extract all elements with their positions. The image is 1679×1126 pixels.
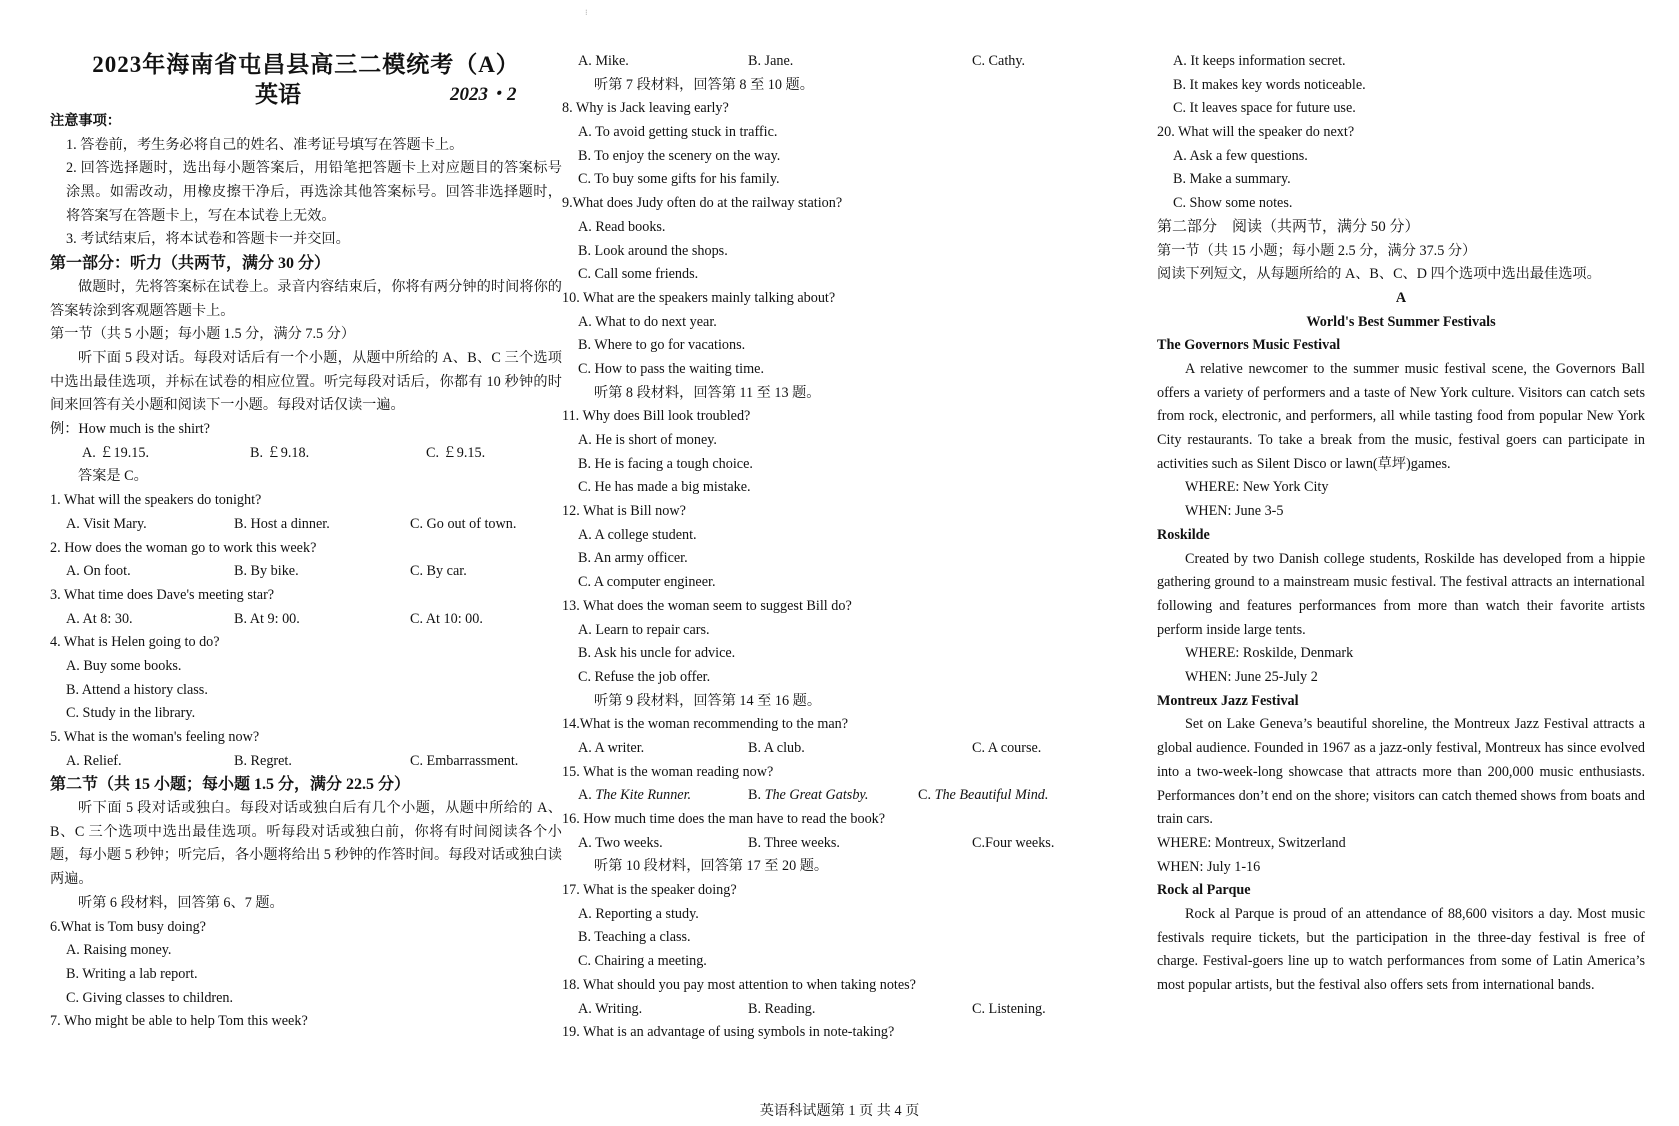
options-3 bbox=[50, 608, 562, 632]
options-14 bbox=[562, 737, 1072, 761]
material-7: 听第 7 段材料，回答第 8 至 10 题。 bbox=[594, 76, 814, 93]
question-4: 4. What is Helen going to do? bbox=[50, 634, 220, 651]
option: B. Three weeks. bbox=[748, 834, 840, 851]
festival-name: Roskilde bbox=[1157, 526, 1210, 543]
festival-body: Created by two Danish college students, Roskilde has developed from a hippie gathering ground to a mainstream music festival. The festival attracts an international following and features performances from more than watch their favorite artists perform inside large tents. bbox=[1157, 550, 1645, 638]
option-letter: A. bbox=[578, 787, 596, 804]
option: B. Teaching a class. bbox=[578, 929, 691, 946]
festival-name: The Governors Music Festival bbox=[1157, 337, 1341, 354]
note-item: 3. 考试结束后，将本试卷和答题卡一并交回。 bbox=[66, 231, 350, 248]
book-title: The Beautiful Mind. bbox=[934, 787, 1049, 804]
option: C. ￡9.15. bbox=[426, 444, 486, 461]
festival-where: WHERE: Roskilde, Denmark bbox=[1185, 645, 1354, 662]
option-letter: C. bbox=[918, 787, 935, 804]
option: B. Jane. bbox=[748, 53, 794, 69]
option: A. To avoid getting stuck in traffic. bbox=[578, 124, 778, 141]
option: B. ￡9.18. bbox=[250, 444, 310, 461]
passage-letter: A bbox=[1395, 289, 1407, 306]
festival-body: A relative newcomer to the summer music festival scene, the Governors Ball offers a variety of performers and a taste of New York culture. Visitors can catch sets from rock, electronic, and performers, all while tasting food from popular New York City restaurants. To take a break from the music, festival goers can participate in activities such as Silent Disco or lawn(草坪)games. bbox=[1157, 360, 1645, 472]
options-1 bbox=[50, 513, 562, 537]
festival-when: WHEN: June 3-5 bbox=[1185, 503, 1284, 520]
question-8: 8. Why is Jack leaving early? bbox=[562, 100, 729, 117]
subject-line bbox=[50, 80, 562, 110]
option: B. Regret. bbox=[234, 752, 292, 769]
question-18: 18. What should you pay most attention to when taking notes? bbox=[562, 976, 916, 993]
option: A. Mike. bbox=[578, 53, 629, 69]
options-7 bbox=[562, 50, 1072, 74]
option: A. What to do next year. bbox=[578, 313, 717, 330]
part2-sec1-heading: 第一节（共 15 小题；每小题 2.5 分，满分 37.5 分） bbox=[1157, 242, 1477, 259]
options-2 bbox=[50, 560, 562, 584]
option: C. Embarrassment. bbox=[410, 752, 519, 769]
option: A. At 8: 30. bbox=[66, 610, 133, 627]
option: A. Relief. bbox=[66, 752, 122, 769]
exam-date: 2023・2 bbox=[450, 84, 517, 105]
sec2-intro: 听下面 5 段对话或独白。每段对话或独白后有几个小题，从题中所给的 A、B、C 三个选项中选出最佳选项。听每段对话或独白前，你将有时间阅读各个小题，每小题 5 秒钟；听完后，各小题将给出 5 秒钟的作答时间。每段对话或独白读两遍。 bbox=[50, 800, 562, 888]
option: B. Reading. bbox=[748, 1000, 816, 1017]
question-1: 1. What will the speakers do tonight? bbox=[50, 492, 262, 509]
options-15 bbox=[562, 784, 1072, 808]
option: B. An army officer. bbox=[578, 550, 688, 567]
option: A. Writing. bbox=[578, 1000, 643, 1017]
book-title: The Great Gatsby. bbox=[764, 787, 869, 804]
option: B. A club. bbox=[748, 739, 805, 756]
option: A. On foot. bbox=[66, 563, 131, 580]
question-17: 17. What is the speaker doing? bbox=[562, 882, 737, 899]
option: B. To enjoy the scenery on the way. bbox=[578, 147, 781, 164]
question-10: 10. What are the speakers mainly talking about? bbox=[562, 289, 836, 306]
book-title: The Kite Runner. bbox=[595, 787, 692, 804]
option: C. Show some notes. bbox=[1173, 195, 1293, 212]
column-left bbox=[50, 50, 562, 1034]
options-5 bbox=[50, 750, 562, 774]
sec2-heading: 第二节（共 15 小题；每小题 1.5 分，满分 22.5 分） bbox=[50, 776, 411, 794]
option: C. Refuse the job offer. bbox=[578, 668, 711, 685]
question-9: 9.What does Judy often do at the railway station? bbox=[562, 195, 843, 212]
option: B. It makes key words noticeable. bbox=[1173, 76, 1366, 93]
option: C. Giving classes to children. bbox=[66, 989, 234, 1006]
option: C. Listening. bbox=[972, 1000, 1046, 1017]
option: C. Study in the library. bbox=[66, 705, 196, 722]
part2-intro: 阅读下列短文，从每题所给的 A、B、C、D 四个选项中选出最佳选项。 bbox=[1157, 266, 1601, 283]
question-19: 19. What is an advantage of using symbols in note-taking? bbox=[562, 1024, 895, 1041]
festival-name: Montreux Jazz Festival bbox=[1157, 692, 1299, 709]
option: C. Go out of town. bbox=[410, 515, 517, 532]
option: A. He is short of money. bbox=[578, 432, 717, 448]
option-letter: B. bbox=[748, 787, 765, 804]
option: C. To buy some gifts for his family. bbox=[578, 171, 780, 188]
material-9: 听第 9 段材料，回答第 14 至 16 题。 bbox=[594, 692, 822, 709]
option: A. Ask a few questions. bbox=[1173, 147, 1308, 164]
option: C. He has made a big mistake. bbox=[578, 479, 751, 496]
option: A. Raising money. bbox=[66, 942, 172, 959]
example-options bbox=[50, 442, 562, 466]
option: B. Make a summary. bbox=[1173, 171, 1291, 188]
options-18 bbox=[562, 998, 1072, 1022]
question-2: 2. How does the woman go to work this week? bbox=[50, 539, 317, 556]
column-middle bbox=[562, 50, 1072, 1045]
option: B. Look around the shops. bbox=[578, 242, 728, 259]
page-footer: 英语科试题第 1 页 共 4 页 bbox=[759, 1103, 920, 1119]
question-11: 11. Why does Bill look troubled? bbox=[562, 408, 751, 425]
part1-intro: 做题时，先将答案标在试卷上。录音内容结束后，你将有两分钟的时间将你的答案转涂到客观题答题卡上。 bbox=[50, 278, 562, 319]
option: A. Read books. bbox=[578, 218, 666, 235]
material-10: 听第 10 段材料，回答第 17 至 20 题。 bbox=[594, 858, 829, 875]
options-16 bbox=[562, 832, 1072, 856]
question-12: 12. What is Bill now? bbox=[562, 503, 686, 520]
subject-name: 英语 bbox=[255, 82, 301, 107]
option: A. It keeps information secret. bbox=[1173, 53, 1346, 69]
example-answer: 答案是 C。 bbox=[78, 468, 148, 485]
option: A. Two weeks. bbox=[578, 834, 663, 851]
option: C.Four weeks. bbox=[972, 834, 1055, 851]
question-14: 14.What is the woman recommending to the man? bbox=[562, 716, 849, 733]
scan-dot: ⁝ bbox=[585, 8, 588, 17]
sec1-heading: 第一节（共 5 小题；每小题 1.5 分，满分 7.5 分） bbox=[50, 326, 356, 343]
option: B. Ask his uncle for advice. bbox=[578, 645, 736, 662]
question-6: 6.What is Tom busy doing? bbox=[50, 918, 206, 935]
notes-heading: 注意事项： bbox=[50, 113, 121, 129]
option: B. Attend a history class. bbox=[66, 681, 208, 698]
part2-heading: 第二部分 阅读（共两节，满分 50 分） bbox=[1157, 218, 1420, 235]
column-right bbox=[1157, 50, 1645, 998]
option: C. It leaves space for future use. bbox=[1173, 100, 1356, 117]
option: C. By car. bbox=[410, 563, 467, 580]
part1-heading: 第一部分：听力（共两节，满分 30 分） bbox=[50, 255, 331, 273]
festival-body: Rock al Parque is proud of an attendance of 88,600 visitors a day. Most music festivals require tickets, but the participation in the three-day festival is free of charge. Festival-goers line up to watch performances from some of Latin America’s most popular artists, but the festival also offers sets from international bands. bbox=[1157, 905, 1645, 994]
option: C. Call some friends. bbox=[578, 266, 699, 283]
note-item: 2. 回答选择题时，选出每小题答案后，用铅笔把答题卡上对应题目的答案标号涂黑。如需改动，用橡皮擦干净后，再选涂其他答案标号。回答非选择题时，将答案写在答题卡上，写在本试卷上无效。 bbox=[66, 160, 562, 224]
exam-title: 2023年海南省屯昌县高三二模统考（A） bbox=[92, 52, 520, 77]
sec1-intro: 听下面 5 段对话。每段对话后有一个小题，从题中所给的 A、B、C 三个选项中选出最佳选项，并标在试卷的相应位置。听完每段对话后，你都有 10 秒钟的时间来回答有关小题和阅读下一小题。每段对话仅读一遍。 bbox=[50, 349, 562, 414]
option: C. A course. bbox=[972, 739, 1042, 756]
example-question: 例：How much is the shirt? bbox=[50, 421, 210, 438]
option: A. Reporting a study. bbox=[578, 905, 699, 922]
option: C. Chairing a meeting. bbox=[578, 953, 707, 970]
festival-body: Set on Lake Geneva’s beautiful shoreline, the Montreux Jazz Festival attracts a global audience. Founded in 1967 as a jazz-only festival, Montreux has since evolved into a two-week-long showcase that attracts more than 200,000 music enthusiasts. Performances don’t end on the shore; visitors can catch themed shows from boats and train cars. bbox=[1157, 716, 1645, 828]
option: B. Writing a lab report. bbox=[66, 965, 198, 982]
option: A. A college student. bbox=[578, 526, 697, 543]
option: C. How to pass the waiting time. bbox=[578, 360, 764, 377]
option: C. Cathy. bbox=[972, 53, 1026, 69]
option: C. At 10: 00. bbox=[410, 610, 483, 627]
festival-when: WHEN: July 1-16 bbox=[1157, 858, 1261, 875]
question-16: 16. How much time does the man have to read the book? bbox=[562, 811, 886, 827]
option: B. By bike. bbox=[234, 563, 299, 580]
option: B. Where to go for vacations. bbox=[578, 337, 746, 354]
question-5: 5. What is the woman's feeling now? bbox=[50, 729, 260, 745]
option: C. A computer engineer. bbox=[578, 574, 716, 591]
question-3: 3. What time does Dave's meeting star? bbox=[50, 586, 275, 603]
passage-title: World's Best Summer Festivals bbox=[1306, 313, 1496, 330]
note-item: 1. 答卷前，考生务必将自己的姓名、准考证号填写在答题卡上。 bbox=[66, 136, 464, 153]
option: A. ￡19.15. bbox=[82, 444, 149, 461]
option: A. A writer. bbox=[578, 739, 645, 756]
option: A. Visit Mary. bbox=[66, 515, 147, 532]
festival-when: WHEN: June 25-July 2 bbox=[1185, 669, 1318, 686]
option: B. Host a dinner. bbox=[234, 515, 330, 532]
material-8: 听第 8 段材料，回答第 11 至 13 题。 bbox=[594, 384, 821, 401]
question-13: 13. What does the woman seem to suggest Bill do? bbox=[562, 597, 852, 614]
festival-where: WHERE: New York City bbox=[1185, 479, 1329, 496]
question-15: 15. What is the woman reading now? bbox=[562, 763, 774, 780]
option: A. Buy some books. bbox=[66, 657, 182, 674]
option: B. At 9: 00. bbox=[234, 610, 300, 627]
festival-where: WHERE: Montreux, Switzerland bbox=[1157, 834, 1346, 851]
option: A. Learn to repair cars. bbox=[578, 621, 710, 638]
festival-name: Rock al Parque bbox=[1157, 882, 1251, 899]
question-7: 7. Who might be able to help Tom this week? bbox=[50, 1013, 308, 1030]
option: B. He is facing a tough choice. bbox=[578, 455, 753, 472]
material-6: 听第 6 段材料，回答第 6、7 题。 bbox=[78, 894, 284, 911]
question-20: 20. What will the speaker do next? bbox=[1157, 124, 1355, 141]
